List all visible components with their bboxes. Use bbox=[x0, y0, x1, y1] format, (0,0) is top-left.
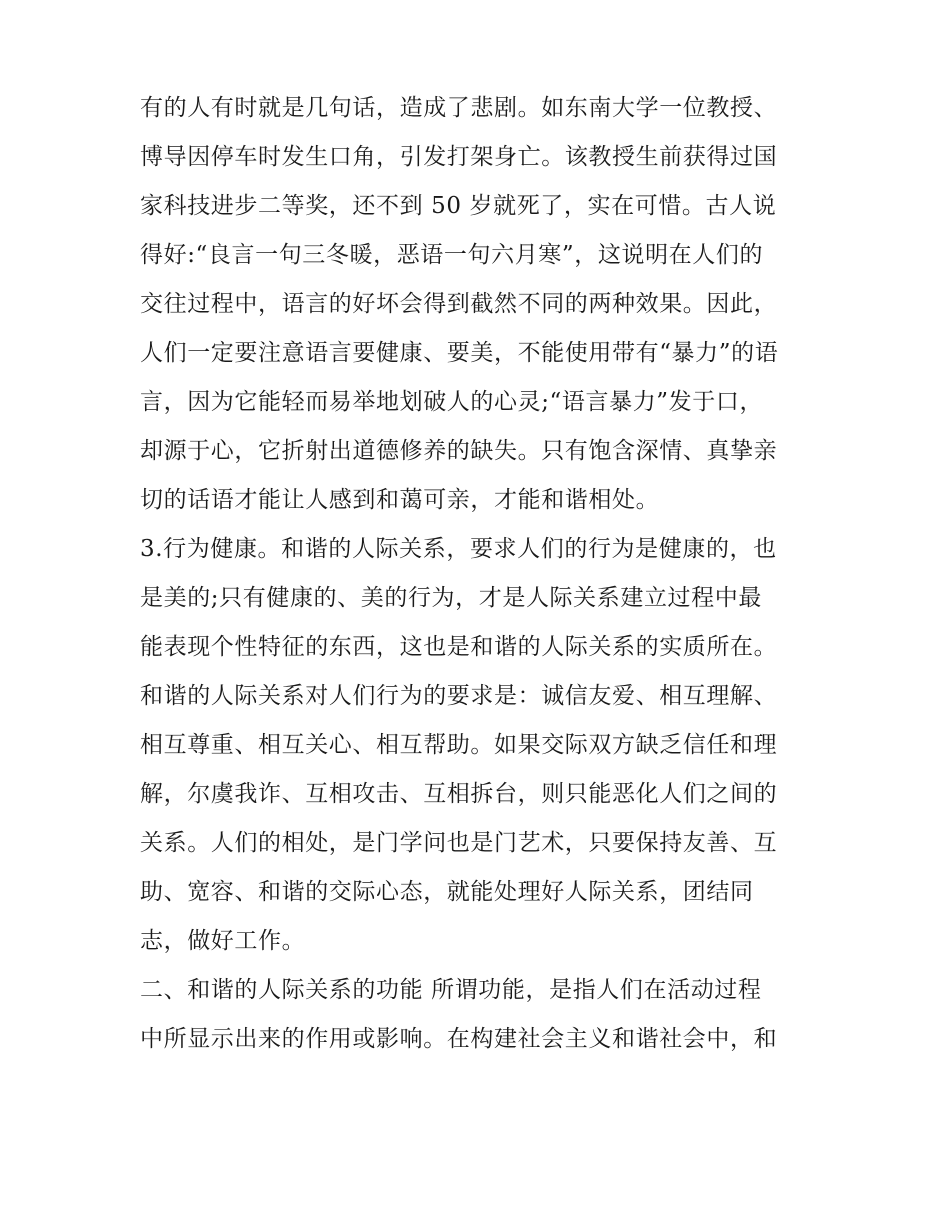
text-line: 相互尊重、相互关心、相互帮助。如果交际双方缺乏信任和理 bbox=[140, 732, 778, 758]
text-line: 得好:“良言一句三冬暖，恶语一句六月寒”，这说明在人们的 bbox=[140, 242, 764, 268]
text-line: 交往过程中，语言的好坏会得到截然不同的两种效果。因此， bbox=[140, 291, 778, 317]
text-line: 解，尔虞我诈、互相攻击、互相拆台，则只能恶化人们之间的 bbox=[140, 781, 778, 807]
text-line: 人们一定要注意语言要健康、要美，不能使用带有“暴力”的语 bbox=[140, 340, 779, 366]
text-line: 博导因停车时发生口角，引发打架身亡。该教授生前获得过国 bbox=[140, 144, 778, 170]
text-line: 助、宽容、和谐的交际心态，就能处理好人际关系，团结同 bbox=[140, 879, 754, 905]
text-line: 切的话语才能让人感到和蔼可亲，才能和谐相处。 bbox=[140, 487, 660, 513]
text-line: 能表现个性特征的东西，这也是和谐的人际关系的实质所在。 bbox=[140, 634, 778, 660]
text-line: 有的人有时就是几句话，造成了悲剧。如东南大学一位教授、 bbox=[140, 95, 778, 121]
text-line: 志，做好工作。 bbox=[140, 928, 306, 954]
text-line: 家科技进步二等奖，还不到 50 岁就死了，实在可惜。古人说 bbox=[140, 193, 777, 219]
text-line: 3.行为健康。和谐的人际关系，要求人们的行为是健康的，也 bbox=[140, 536, 777, 562]
text-line: 和谐的人际关系对人们行为的要求是：诚信友爱、相互理解、 bbox=[140, 683, 778, 709]
section-heading-line: 二、和谐的人际关系的功能 所谓功能，是指人们在活动过程 bbox=[140, 977, 762, 1003]
text-line: 言，因为它能轻而易举地划破人的心灵;“语言暴力”发于口， bbox=[140, 389, 764, 415]
text-line: 是美的;只有健康的、美的行为，才是人际关系建立过程中最 bbox=[140, 585, 762, 611]
text-line: 关系。人们的相处，是门学问也是门艺术，只要保持友善、互 bbox=[140, 830, 778, 856]
text-line: 却源于心，它折射出道德修养的缺失。只有饱含深情、真挚亲 bbox=[140, 438, 778, 464]
text-line: 中所显示出来的作用或影响。在构建社会主义和谐社会中，和 bbox=[140, 1026, 778, 1052]
